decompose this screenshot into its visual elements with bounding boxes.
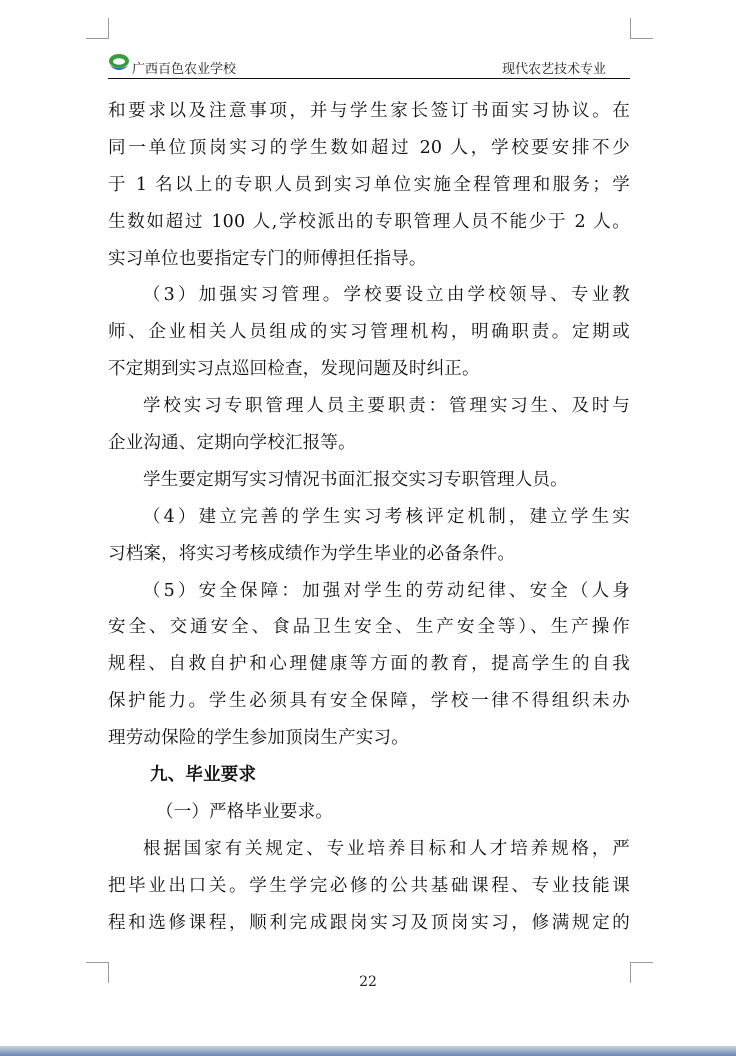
page-number: 22 <box>359 974 377 990</box>
text-line: 生数如超过 100 人,学校派出的专职管理人员不能少于 2 人。 <box>108 211 630 232</box>
school-name: 广西百色农业学校 <box>132 62 237 77</box>
text-line: 和要求以及注意事项，并与学生家长签订书面实习协议。在 <box>108 101 630 121</box>
text-line: 习档案，将实习考核成绩作为学生毕业的必备条件。 <box>108 543 516 564</box>
text-line: 学生要定期写实习情况书面汇报交实习专职管理人员。 <box>143 469 568 490</box>
text-line: 理劳动保险的学生参加顶岗生产实习。 <box>108 728 409 749</box>
text-line: （3）加强实习管理。学校要设立由学校领导、专业教 <box>143 285 630 306</box>
text-line: 企业沟通、定期向学校汇报等。 <box>108 433 356 454</box>
text-line: 同一单位顶岗实习的学生数如超过 20 人，学校要安排不少 <box>108 137 630 158</box>
text-line: （5）安全保障：加强对学生的劳动纪律、安全（人身 <box>143 580 630 601</box>
text-line: 规程、自救自护和心理健康等方面的教育，提高学生的自我 <box>108 654 630 675</box>
text-line: （4）建立完善的学生实习考核评定机制，建立学生实 <box>143 506 630 527</box>
text-line: 把毕业出口关。学生学完必修的公共基础课程、专业技能课 <box>108 875 630 896</box>
window-bottom-edge <box>0 1046 736 1056</box>
text-line: 实习单位也要指定专门的师傅担任指导。 <box>108 248 427 269</box>
school-logo-icon <box>108 52 130 74</box>
text-line: 安全、交通安全、食品卫生安全、生产安全等）、生产操作 <box>108 617 630 638</box>
text-line: 不定期到实习点巡回检查，发现问题及时纠正。 <box>108 359 480 380</box>
text-line: 根据国家有关规定、专业培养目标和人才培养规格，严 <box>143 838 630 859</box>
crop-mark-top-left <box>86 18 109 39</box>
text-line: 师、企业相关人员组成的实习管理机构，明确职责。定期或 <box>108 322 630 343</box>
text-line: 于 1 名以上的专职人员到实习单位实施全程管理和服务；学 <box>108 174 630 195</box>
crop-mark-top-right <box>630 18 653 39</box>
section-heading: 九、毕业要求 <box>150 765 257 786</box>
document-body <box>108 93 630 941</box>
text-line: 保护能力。学生必须具有安全保障，学校一律不得组织未办 <box>108 691 630 712</box>
sub-heading: （一）严格毕业要求。 <box>156 801 333 822</box>
page-header <box>108 46 630 79</box>
text-line: 程和选修课程，顺利完成跟岗实习及顶岗实习，修满规定的 <box>108 912 630 933</box>
text-line: 学校实习专职管理人员主要职责：管理实习生、及时与 <box>143 396 630 417</box>
major-name: 现代农艺技术专业 <box>501 62 606 77</box>
